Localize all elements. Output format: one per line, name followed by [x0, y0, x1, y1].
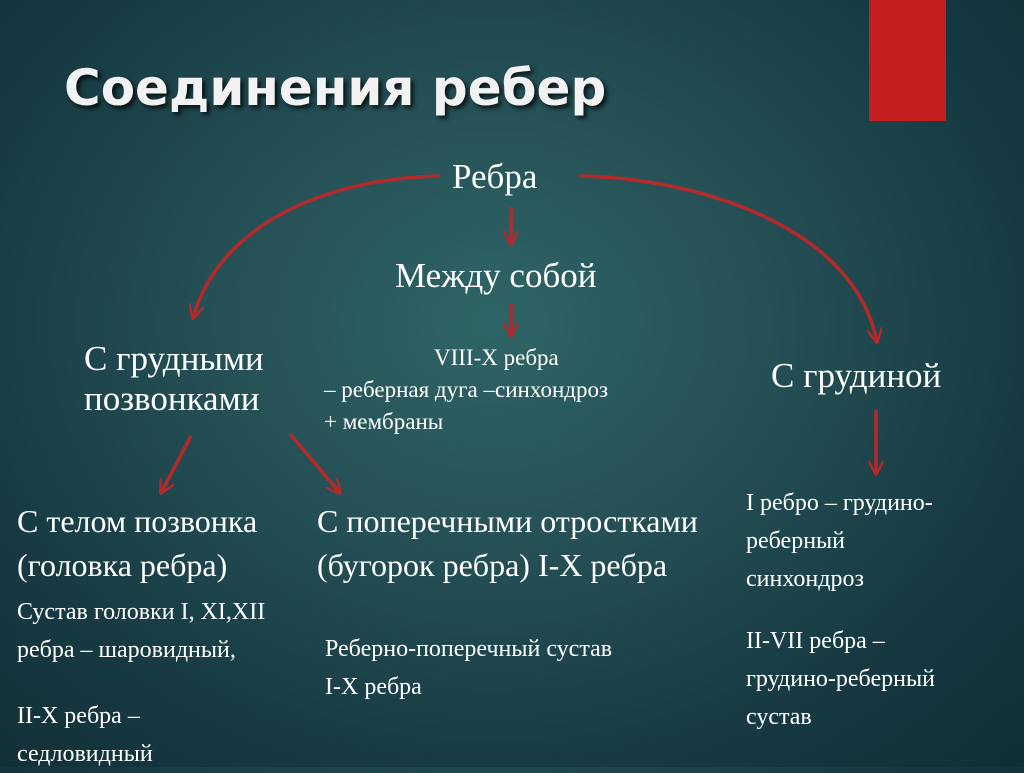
vertebral-body-line: (головка ребра) — [17, 547, 228, 583]
first-rib-line: синхондроз — [746, 566, 864, 592]
arrow-ribs-to-sternum — [580, 176, 877, 342]
arrow-vertebrae-to-processes — [290, 434, 340, 493]
saddle-joint-line: II-X ребра – — [17, 703, 140, 729]
ribs-node: Ребра — [452, 157, 538, 196]
transverse-processes-line: (бугорок ребра) I-X ребра — [317, 547, 668, 583]
costotransverse-line: I-X ребра — [325, 674, 422, 700]
vertebrae-line: позвонками — [84, 379, 260, 418]
saddle-joint-note — [17, 697, 153, 773]
vertebrae-line: С грудными — [84, 339, 264, 378]
costal-arch-line: + мембраны — [324, 409, 444, 434]
ribs-ii-vii-line: сустав — [746, 704, 812, 730]
head-joint-note — [17, 593, 265, 669]
first-rib-line: I ребро – грудино- — [746, 490, 933, 516]
arrow-vertebrae-to-body — [161, 436, 191, 493]
costal-arch-line: VIII-X ребра — [434, 345, 559, 370]
ribs-ii-vii-line: грудино-реберный — [746, 666, 935, 692]
transverse-processes-line: С поперечными отростками — [317, 503, 698, 539]
head-joint-line: ребра – шаровидный, — [17, 637, 236, 663]
arrow-ribs-to-vertebrae — [193, 176, 440, 318]
sternum-node: С грудиной — [771, 356, 942, 395]
costal-arch-line: – реберная дуга –синхондроз — [324, 377, 609, 402]
ribs-ii-vii-note — [746, 622, 935, 736]
head-joint-line: Сустав головки I, XI,XII — [17, 599, 266, 625]
transverse-processes-node — [317, 499, 698, 587]
costotransverse-line: Реберно-поперечный сустав — [325, 636, 613, 662]
ribs-ii-vii-line: II-VII ребра – — [746, 628, 885, 654]
between-ribs-node: Между собой — [395, 256, 597, 295]
first-rib-line: реберный — [746, 528, 846, 554]
vertebrae-node — [84, 339, 264, 419]
vertebral-body-line: С телом позвонка — [17, 503, 258, 539]
costal-arch-node — [324, 342, 608, 438]
costotransverse-joint-note — [325, 630, 612, 706]
vertebral-body-node — [17, 499, 257, 587]
saddle-joint-line: седловидный — [17, 741, 153, 767]
slide-title: Соединения ребер — [64, 59, 607, 117]
first-rib-note — [746, 484, 933, 598]
